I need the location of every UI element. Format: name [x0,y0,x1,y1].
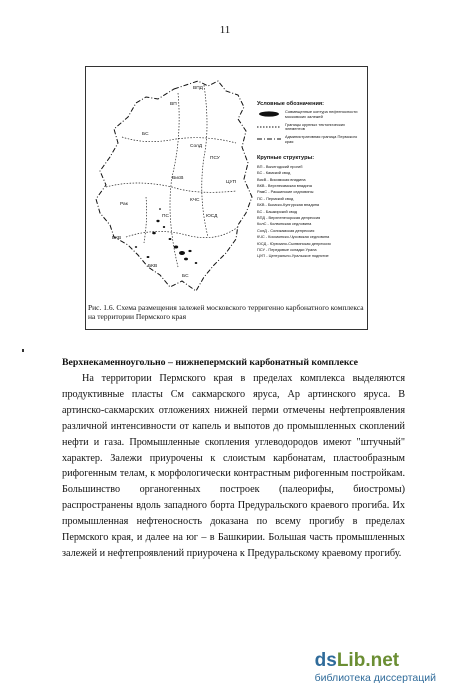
watermark [315,650,436,684]
structure-item: ВПД - Верхнепечорская депрессия [257,215,321,221]
structure-item: ВисВ - Висимская впадина [257,176,306,182]
structure-item: ВКВ - Верхнекамская впадина [257,183,312,188]
map-label: ЮСД [206,214,218,219]
legend-item-label: Административная граница Пермского края [285,134,358,144]
structure-item: КЧС - Косьвинско-Чусовская седловина [257,234,330,240]
structure-item: РамС - Ракшинские седловины [257,189,314,195]
map-label: БС [142,132,149,137]
map-label: ПС [162,214,169,219]
map-label: СолД [190,144,203,149]
body-paragraph: На территории Пермского края в пределах комплекса выделяются продуктивные пласты См сакмарского яруса, Ар артинского яруса. В артинско-сакмарских отложениях нижней перми отмечены нефтепроявления различной интенсивности от капель и выпотов до промышленных скоплений нефти и газа. Промышленные скопления углеводородов имеют "штучный" характер. Залежи приурочены к слоистым карбонатам, пластообразным рифогенным телам, к морфологически контрастным рифогенным постройкам. Большинство органогенных построек (палеорифы, биостромы) распространены вдоль западного борта Предуральского краевого прогиба. Их промышленная нефтеносность доказана по всему прогибу в пределах Пермского края, и далее на юг – в Башкирии. Большая часть промышленных залежей и нефтепроявлений приурочена к Предуральскому краевому прогибу. [62,373,405,559]
margin-mark [22,349,24,352]
structure-item: ЦУП - Центрально-Уральское поднятие [257,253,329,259]
map-label: БКВ [148,264,158,269]
admin-boundary [96,81,252,291]
map-label: ВКВ [112,236,122,241]
structure-item: БС - Башкирский свод [257,208,298,214]
structure-item: ПСУ - Передовые складки Урала [257,247,317,253]
map-label: КЧС [190,198,200,203]
structure-item: ЮСД - Юрюзано-Сылвинская депрессия [257,240,331,246]
legend-item-label: Совмещенные контура нефтеносности московских залежей [285,109,358,119]
map-label: ВисВ [172,176,184,181]
structure-item: СолД - Соликамская депрессия [257,227,315,233]
legend-item [257,123,365,133]
legend-item [257,110,365,120]
tectonic-boundary [126,227,238,238]
structure-item: ВП - Вычегодский прогиб [257,163,303,169]
structure-item: БКВ - Бымско-Кунгурская впадина [257,202,320,208]
map-label: ВПД [193,86,203,91]
legend-item-label: Границы крупных тектонических элементов [285,121,345,132]
structure-item: ПС - Пермский свод [257,195,294,201]
structures-list [257,164,365,260]
figure-caption: Рис. 1.6. Схема размещения залежей московского терригенно карбонатного комплекса на территории Пермского края [88,303,364,321]
section-heading: Верхнекаменноугольно – нижнепермский карбонатный комплексе [62,357,359,368]
map-label: ВП [170,102,177,107]
admin-boundary-symbol [257,136,281,142]
page-number: 11 [219,24,231,36]
tectonic-boundary-symbol [257,124,281,130]
structures-title: Крупные структуры: [257,154,315,161]
body-text [62,371,405,562]
map-label: ЦУП [226,180,237,185]
figure [85,66,368,330]
structure-item: КолС - Колвинская седловина [257,221,312,227]
structure-item: БС - Камский свод [257,170,291,176]
tectonic-boundary [106,183,236,192]
map-legend [257,101,365,260]
legend-item [257,135,365,145]
oil-pool-symbol [257,111,281,117]
map-label: Рак [120,202,128,207]
tectonic-boundary [144,197,147,243]
map-label: ПСУ [210,156,220,161]
watermark-logo: dsLib.net [314,650,400,671]
watermark-tagline: библиотека диссертаций [314,672,436,684]
tectonic-boundary [122,137,236,143]
legend-title: Условные обозначения: [257,101,325,107]
map-label: БС [182,274,189,279]
